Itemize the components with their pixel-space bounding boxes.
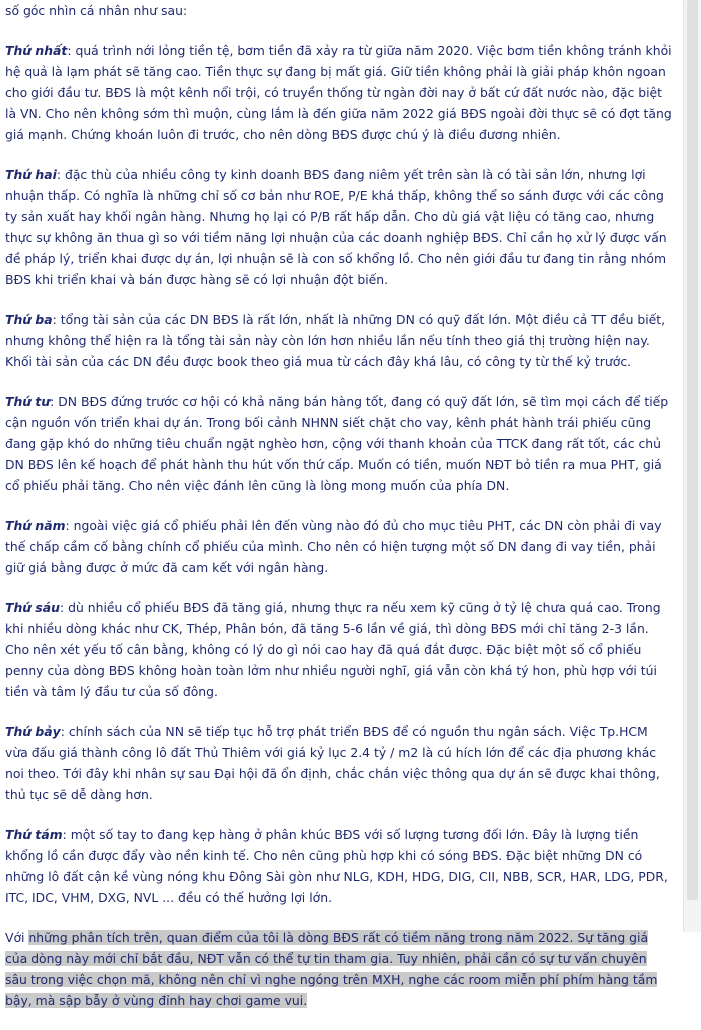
point-text-4: : DN BĐS đứng trước cơ hội có khả năng bán hàng tốt, đang có quỹ đất lớn, sẽ tìm mọi cách để tiếp cận nguồn vốn triển khai dự án. Trong bối cảnh NHNN siết chặt cho vay, kênh phát hành trái phiếu cũng đang gặp khó do những tiêu chuẩn ngặt nghèo hơn, cộng với thanh khoản của TTCK đang rất tốt, các chủ DN BĐS lên kế hoạch để phát hành thu hút vốn thứ cấp. Muốn có tiền, muốn NĐT bỏ tiền ra mua PHT, giá cổ phiếu phải tăng. Cho nên việc đánh lên cũng là lòng mong muốn của phía DN.: [5, 394, 669, 493]
scrollbar-thumb[interactable]: [687, 0, 698, 900]
point-text-2: : đặc thù của nhiều công ty kinh doanh BĐS đang niêm yết trên sàn là có tài sản lớn, nhưng lợi nhuận thấp. Có nghĩa là những chỉ số cơ bản như ROE, P/E khá thấp, không thể so sánh được với các công ty sản xuất hay khối ngân hàng. Nhưng họ lại có P/B rất hấp dẫn. Cho dù giá vật liệu có tăng cao, nhưng thực sự không ăn thua gì so với tiềm năng lợi nhuận của các doanh nghiệp BĐS. Chỉ cần họ xử lý được vấn đề pháp lý, triển khai được dự án, lợi nhuận sẽ là con số khổng lồ. Cho nên giới đầu tư đang tin rằng nhóm BĐS khi triển khai và bán được hàng sẽ có lợi nhuận đột biến.: [5, 167, 667, 287]
selected-text[interactable]: những phân tích trên, quan điểm của tôi là dòng BĐS rất có tiềm năng trong năm 2022. Sự tăng giá của dòng này mới chỉ bắt đầu, NĐT vẫn có thể tự tin tham gia. Tuy nhiên, phải cần có sự tư vấn chuyên sâu trong việc chọn mã, không nên chỉ vì nghe ngóng trên MXH, nghe các room miễn phí phím hàng tầm bậy, mà sập bẫy ở vùng đỉnh hay chơi game vui.: [5, 930, 658, 1008]
point-lead-3: Thứ ba: [5, 312, 53, 327]
point-text-6: : dù nhiều cổ phiếu BĐS đã tăng giá, nhưng thực ra nếu xem kỹ cũng ở tỷ lệ chưa quá cao. Trong khi nhiều dòng khác như CK, Thép, Phân bón, đã tăng 5-6 lần về giá, thì dòng BĐS mới chỉ tăng 2-3 lần. Cho nên xét yếu tố cân bằng, không có lý do gì nói cao hay đã quá đắt được. Đặc biệt một số cổ phiếu penny của dòng BĐS không hoàn toàn lởm như nhiều người nghĩ, giá vẫn còn khá tý hon, phù hợp với túi tiền và tâm lý đầu tư của số đông.: [5, 600, 661, 699]
point-paragraph-7: [5, 721, 672, 805]
point-lead-8: Thứ tám: [5, 827, 63, 842]
point-paragraph-2: [5, 164, 672, 290]
vertical-scrollbar[interactable]: [683, 0, 701, 932]
point-paragraph-1: [5, 40, 672, 145]
point-lead-5: Thứ năm: [5, 518, 66, 533]
conclusion-paragraph: [5, 927, 672, 1011]
point-text-5: : ngoài việc giá cổ phiếu phải lên đến vùng nào đó đủ cho mục tiêu PHT, các DN còn phải đi vay thế chấp cầm cố bằng chính cổ phiếu của mình. Cho nên có hiện tượng một số DN đang đi vay tiền, phải giữ giá bằng được ở mức đã cam kết với ngân hàng.: [5, 518, 662, 575]
point-text-8: : một số tay to đang kẹp hàng ở phân khúc BĐS với số lượng tương đối lớn. Đây là lượng tiền khổng lồ cần được đẩy vào nền kinh tế. Cho nên cũng phù hợp khi có sóng BĐS. Đặc biệt những DN có những lô đất cận kề vùng nóng khu Đông Sài gòn như NLG, KDH, HDG, DIG, CII, NBB, SCR, HAR, LDG, PDR, ITC, IDC, VHM, DXG, NVL ... đều có thế hưởng lợi lớn.: [5, 827, 668, 905]
point-lead-4: Thứ tư: [5, 394, 51, 409]
point-paragraph-3: [5, 309, 672, 372]
point-lead-2: Thứ hai: [5, 167, 57, 182]
point-paragraph-6: [5, 597, 672, 702]
point-lead-1: Thứ nhất: [5, 43, 68, 58]
point-paragraph-5: [5, 515, 672, 578]
point-text-1: : quá trình nới lỏng tiền tệ, bơm tiền đã xảy ra từ giữa năm 2020. Việc bơm tiền không tránh khỏi hệ quả là lạm phát sẽ tăng cao. Tiền thực sự đang bị mất giá. Giữ tiền không phải là giải pháp khôn ngoan cho giới đầu tư. BĐS là một kênh nổi trội, có truyền thống từ ngàn đời nay ở bất cứ đất nước nào, đặc biệt là VN. Cho nên không sớm thì muộn, cùng lắm là đến giữa năm 2022 giá BĐS ngoài đời thực sẽ có đợt tăng giá mạnh. Chứng khoán luôn đi trước, cho nên dòng BĐS được chú ý là điều đương nhiên.: [5, 43, 672, 142]
point-paragraph-8: [5, 824, 672, 908]
intro-line: số góc nhìn cá nhân như sau:: [5, 3, 188, 18]
conclusion-plain: Với: [5, 930, 29, 945]
point-lead-7: Thứ bảy: [5, 724, 61, 739]
point-lead-6: Thứ sáu: [5, 600, 60, 615]
point-text-3: : tổng tài sản của các DN BĐS là rất lớn, nhất là những DN có quỹ đất lớn. Một điều cả TT đều biết, nhưng không thể hiện ra là tổng tài sản này còn lớn hơn nhiều lần nếu tính theo giá thị trường hiện nay. Khối tài sản của các DN đều được book theo giá mua từ cách đây khá lâu, có công ty từ thế kỷ trước.: [5, 312, 666, 369]
point-paragraph-4: [5, 391, 672, 496]
point-text-7: : chính sách của NN sẽ tiếp tục hỗ trợ phát triển BĐS để có nguồn thu ngân sách. Việc Tp.HCM vừa đấu giá thành công lô đất Thủ Thiêm với giá kỷ lục 2.4 tỷ / m2 là cú hích lớn để các địa phương khác noi theo. Tới đây khi nhân sự sau Đại hội đã ổn định, chắc chắn việc thông qua dự án sẽ được khai thông, thủ tục sẽ dễ dàng hơn.: [5, 724, 660, 802]
